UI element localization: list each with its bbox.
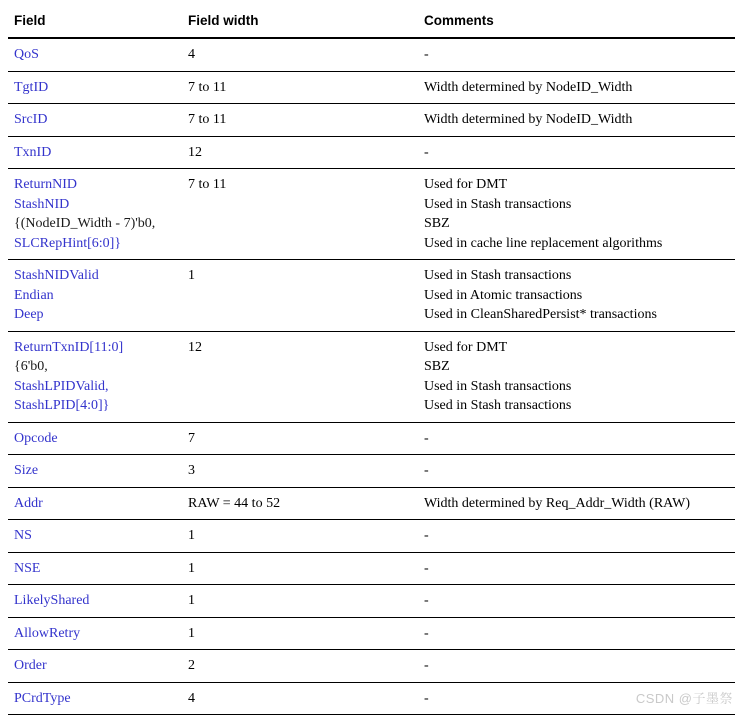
field-width-cell: 7 to 11 bbox=[182, 169, 418, 260]
field-name-cell bbox=[8, 617, 182, 650]
comments-cell bbox=[418, 552, 735, 585]
table-row bbox=[8, 617, 735, 650]
column-header-field: Field bbox=[8, 0, 182, 38]
field-name-line: LikelyShared bbox=[14, 593, 90, 608]
field-name-cell bbox=[8, 552, 182, 585]
field-width-cell: 7 to 11 bbox=[182, 71, 418, 104]
comments-cell bbox=[418, 487, 735, 520]
column-header-field-width: Field width bbox=[182, 0, 418, 38]
field-width-cell: 1 bbox=[182, 585, 418, 618]
comments-cell bbox=[418, 331, 735, 422]
comment-line: Used in Stash transactions bbox=[424, 378, 572, 394]
field-name-line: Addr bbox=[14, 495, 43, 511]
field-width-cell: RAW = 44 to 52 bbox=[182, 487, 418, 520]
field-name-line: Deep bbox=[14, 307, 44, 322]
comment-line: Used in CleanSharedPersist* transactions bbox=[424, 307, 657, 322]
field-name-cell bbox=[8, 520, 182, 553]
field-name-cell bbox=[8, 169, 182, 260]
comment-line: Used in Stash transactions bbox=[424, 398, 572, 413]
column-header-comments: Comments bbox=[418, 0, 735, 38]
table-row bbox=[8, 331, 735, 422]
table-row bbox=[8, 136, 735, 169]
comment-line: SBZ bbox=[424, 359, 450, 374]
comments-cell bbox=[418, 650, 735, 683]
field-specification-table bbox=[8, 0, 735, 715]
field-name-cell bbox=[8, 136, 182, 169]
table-row bbox=[8, 104, 735, 137]
comment-line: Used in Stash transactions bbox=[424, 196, 572, 212]
field-name-line: PCrdType bbox=[14, 690, 71, 706]
comment-line: SBZ bbox=[424, 216, 450, 231]
table-row bbox=[8, 422, 735, 455]
field-width-cell: 4 bbox=[182, 682, 418, 715]
field-width-cell: 4 bbox=[182, 38, 418, 71]
field-name-cell bbox=[8, 331, 182, 422]
comment-line: - bbox=[424, 463, 429, 478]
comments-cell bbox=[418, 520, 735, 553]
csdn-watermark: CSDN @子墨祭 bbox=[635, 691, 733, 706]
table-row bbox=[8, 71, 735, 104]
table-row bbox=[8, 552, 735, 585]
field-name-line: TxnID bbox=[14, 144, 52, 160]
field-name-cell bbox=[8, 422, 182, 455]
field-name-line: Opcode bbox=[14, 430, 58, 446]
table-row bbox=[8, 650, 735, 683]
table-row bbox=[8, 38, 735, 71]
field-name-cell bbox=[8, 71, 182, 104]
table-row bbox=[8, 682, 735, 715]
comment-line: - bbox=[424, 144, 429, 160]
comments-cell bbox=[418, 260, 735, 332]
comment-line: Used in cache line replacement algorithms bbox=[424, 235, 663, 251]
comments-cell bbox=[418, 136, 735, 169]
field-name-cell bbox=[8, 455, 182, 488]
field-width-cell: 3 bbox=[182, 455, 418, 488]
field-width-cell: 1 bbox=[182, 260, 418, 332]
comments-cell bbox=[418, 455, 735, 488]
field-name-line: StashNIDValid bbox=[14, 268, 99, 283]
table-header bbox=[8, 0, 735, 38]
comment-line: Used in Stash transactions bbox=[424, 268, 572, 283]
comments-cell bbox=[418, 38, 735, 71]
field-name-line: Size bbox=[14, 463, 39, 478]
field-name-cell bbox=[8, 38, 182, 71]
field-name-line: ReturnNID bbox=[14, 177, 77, 192]
comments-cell bbox=[418, 617, 735, 650]
field-name-line: StashNID bbox=[14, 196, 70, 212]
field-name-cell bbox=[8, 104, 182, 137]
table-row bbox=[8, 585, 735, 618]
comment-line: - bbox=[424, 658, 429, 673]
field-name-line: QoS bbox=[14, 47, 39, 62]
field-name-line: NSE bbox=[14, 560, 41, 576]
comment-line: Width determined by NodeID_Width bbox=[424, 79, 633, 95]
comment-line: - bbox=[424, 528, 429, 543]
comment-line: Width determined by NodeID_Width bbox=[424, 112, 633, 127]
header-row bbox=[8, 0, 735, 38]
table-row bbox=[8, 520, 735, 553]
comments-cell bbox=[418, 104, 735, 137]
field-name-line: ReturnTxnID[11:0] bbox=[14, 339, 124, 355]
field-width-cell: 1 bbox=[182, 520, 418, 553]
comment-line: Used for DMT bbox=[424, 177, 508, 192]
comment-line: Width determined by Req_Addr_Width (RAW) bbox=[424, 495, 691, 511]
comment-line: Used in Atomic transactions bbox=[424, 287, 583, 303]
comment-line: Used for DMT bbox=[424, 339, 508, 355]
comment-line: - bbox=[424, 560, 429, 576]
comments-cell bbox=[418, 71, 735, 104]
field-width-cell: 7 bbox=[182, 422, 418, 455]
field-name-line: Endian bbox=[14, 287, 54, 303]
field-name-line: StashLPIDValid, bbox=[14, 378, 109, 394]
field-name-cell bbox=[8, 585, 182, 618]
comments-cell bbox=[418, 585, 735, 618]
comment-line: - bbox=[424, 625, 429, 641]
field-name-line: SrcID bbox=[14, 112, 48, 127]
comment-line: - bbox=[424, 47, 429, 62]
field-name-line: {6'b0, bbox=[14, 359, 48, 374]
table-row bbox=[8, 169, 735, 260]
field-name-line: Order bbox=[14, 658, 47, 673]
field-name-cell bbox=[8, 650, 182, 683]
table-row bbox=[8, 260, 735, 332]
field-width-cell: 1 bbox=[182, 552, 418, 585]
table-row bbox=[8, 455, 735, 488]
comments-cell bbox=[418, 682, 735, 715]
comment-line: - bbox=[424, 690, 429, 706]
field-name-cell bbox=[8, 682, 182, 715]
table-row bbox=[8, 487, 735, 520]
field-width-cell: 2 bbox=[182, 650, 418, 683]
field-width-cell: 12 bbox=[182, 331, 418, 422]
comments-cell bbox=[418, 422, 735, 455]
comment-line: - bbox=[424, 430, 429, 446]
comment-line: - bbox=[424, 593, 429, 608]
field-name-cell bbox=[8, 260, 182, 332]
field-name-cell bbox=[8, 487, 182, 520]
field-name-line: {(NodeID_Width - 7)'b0, bbox=[14, 216, 156, 231]
field-name-line: NS bbox=[14, 528, 32, 543]
field-name-line: StashLPID[4:0]} bbox=[14, 398, 110, 413]
field-width-cell: 12 bbox=[182, 136, 418, 169]
field-name-line: TgtID bbox=[14, 79, 49, 95]
field-name-line: SLCRepHint[6:0]} bbox=[14, 235, 122, 251]
table-body bbox=[8, 38, 735, 715]
field-width-cell: 1 bbox=[182, 617, 418, 650]
field-name-line: AllowRetry bbox=[14, 625, 81, 641]
field-width-cell: 7 to 11 bbox=[182, 104, 418, 137]
comments-cell bbox=[418, 169, 735, 260]
